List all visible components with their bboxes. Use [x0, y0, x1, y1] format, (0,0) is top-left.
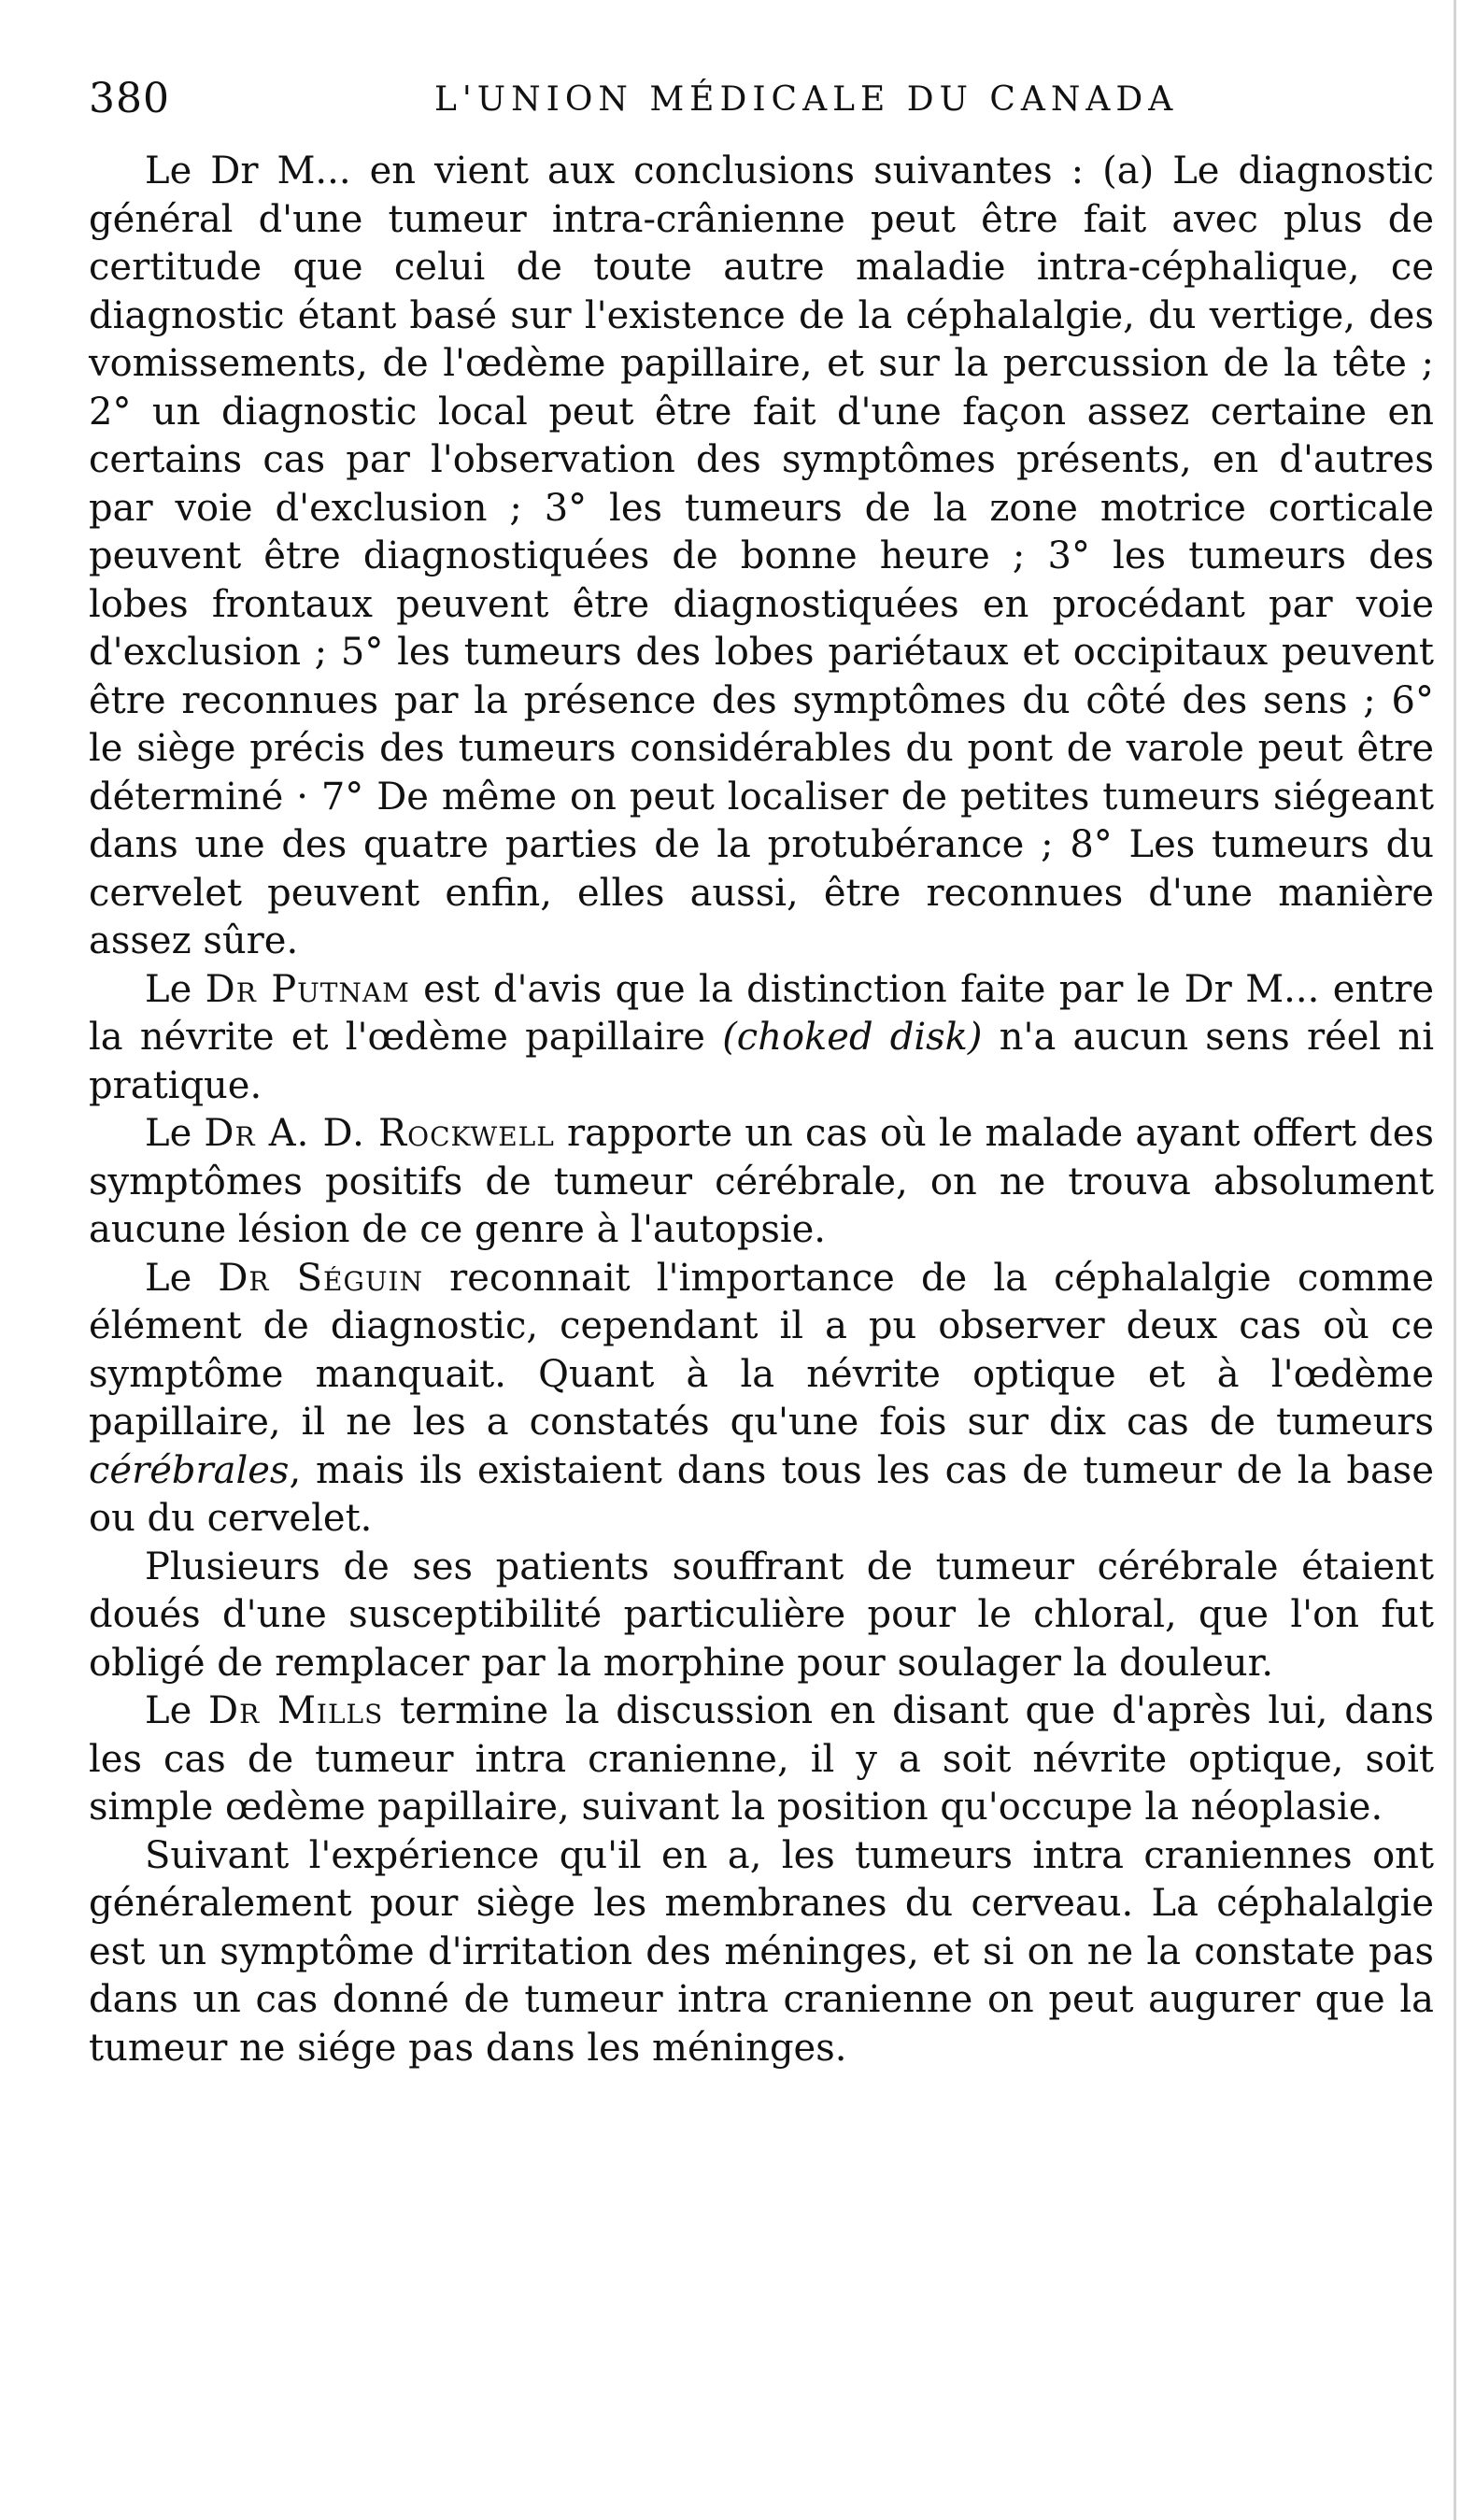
- author-name: Dr Séguin: [218, 1256, 423, 1300]
- text-run: Le: [145, 1689, 209, 1732]
- running-title: L'UNION MÉDICALE DU CANADA: [434, 80, 1179, 119]
- italic-run: cérébrales: [89, 1448, 290, 1492]
- text-run: termine la discussion en disant que d'après lui, dans les cas de tumeur intra cranienne, il y a soit névrite optique, soit simple œdème papillaire, suivant la position qu'occupe la néoplasie.: [89, 1689, 1434, 1829]
- text-run: Plusieurs de ses patients souffrant de tumeur cérébrale étaient doués d'une susceptibilité particulière pour le chloral, que l'on fut obligé de remplacer par la morphine pour soulager la douleur.: [89, 1545, 1434, 1685]
- text-run: Le: [145, 967, 206, 1011]
- text-run: Suivant l'expérience qu'il en a, les tumeurs intra craniennes ont généralement pour siège les membranes du cerveau. La céphalalgie est un symptôme d'irritation des méninges, et si on ne la constate pas dans un cas donné de tumeur intra cranienne on peut augurer que la tumeur ne siége pas dans les méninges.: [89, 1833, 1434, 2070]
- text-run: Le: [145, 1256, 219, 1300]
- text-run: n'a aucun sens réel ni pratique.: [89, 1016, 1434, 1107]
- text-run: , mais ils existaient dans tous les cas de tumeur de la base ou du cervelet.: [89, 1448, 1434, 1540]
- paragraph: [89, 148, 1434, 966]
- paragraph: [89, 1110, 1434, 1255]
- text-run: Le: [145, 1112, 205, 1155]
- article-body: [89, 148, 1434, 2072]
- text-run: rapporte un cas où le malade ayant offert des symptômes positifs de tumeur cérébrale, on ne trouva absolument aucune lésion de ce genre à l'autopsie.: [89, 1112, 1434, 1251]
- paragraph: [89, 1832, 1434, 2073]
- page-edge-divider: [1454, 0, 1456, 2520]
- page-number: 380: [89, 75, 170, 122]
- author-name: Dr Putnam: [205, 967, 410, 1011]
- paragraph: [89, 966, 1434, 1111]
- text-run: est d'avis que la distinction faite par le Dr M... entre la névrite et l'œdème papillaire: [89, 967, 1434, 1059]
- author-name: Dr A. D. Rockwell: [204, 1112, 555, 1155]
- paragraph: [89, 1255, 1434, 1544]
- text-run: Le Dr M... en vient aux conclusions suivantes :: [145, 149, 1103, 192]
- page-header: [89, 67, 1434, 133]
- author-name: Dr Mills: [208, 1689, 384, 1732]
- paragraph: [89, 1687, 1434, 1832]
- text-run: reconnait l'importance de la céphalalgie comme élément de diagnostic, cependant il a pu observer deux cas où ce symptôme manquait. Quant à la névrite optique et à l'œdème papillaire, il ne les a constatés qu'une fois sur dix cas de tumeurs: [89, 1256, 1435, 1444]
- italic-run: (choked disk): [722, 1016, 983, 1059]
- text-run: (a) Le diagnostic général d'une tumeur intra-crânienne peut être fait avec plus de certitude que celui de toute autre maladie intra-céphalique, ce diagnostic étant basé sur l'existence de la céphalalgie, du vertige, des vomissements, de l'œdème papillaire, et sur la percussion de la tête ; 2° un diagnostic local peut être fait d'une façon assez certaine en certains cas par l'observation des symptômes présents, en d'autres par voie d'exclusion ; 3° les tumeurs de la zone motrice corticale peuvent être diagnostiquées de bonne heure ; 3° les tumeurs des lobes frontaux peuvent être diagnostiquées en procédant par voie d'exclusion ; 5° les tumeurs des lobes pariétaux et occipitaux peuvent être reconnues par la présence des symptômes du côté des sens ; 6° le siège précis des tumeurs considérables du pont de varole peut être déterminé · 7° De même on peut localiser de petites tumeurs siégeant dans une des quatre parties de la protubérance ; 8° Les tumeurs du cervelet peuvent enfin, elles aussi, être reconnues d'une manière assez sûre.: [89, 149, 1434, 962]
- paragraph: [89, 1544, 1434, 1688]
